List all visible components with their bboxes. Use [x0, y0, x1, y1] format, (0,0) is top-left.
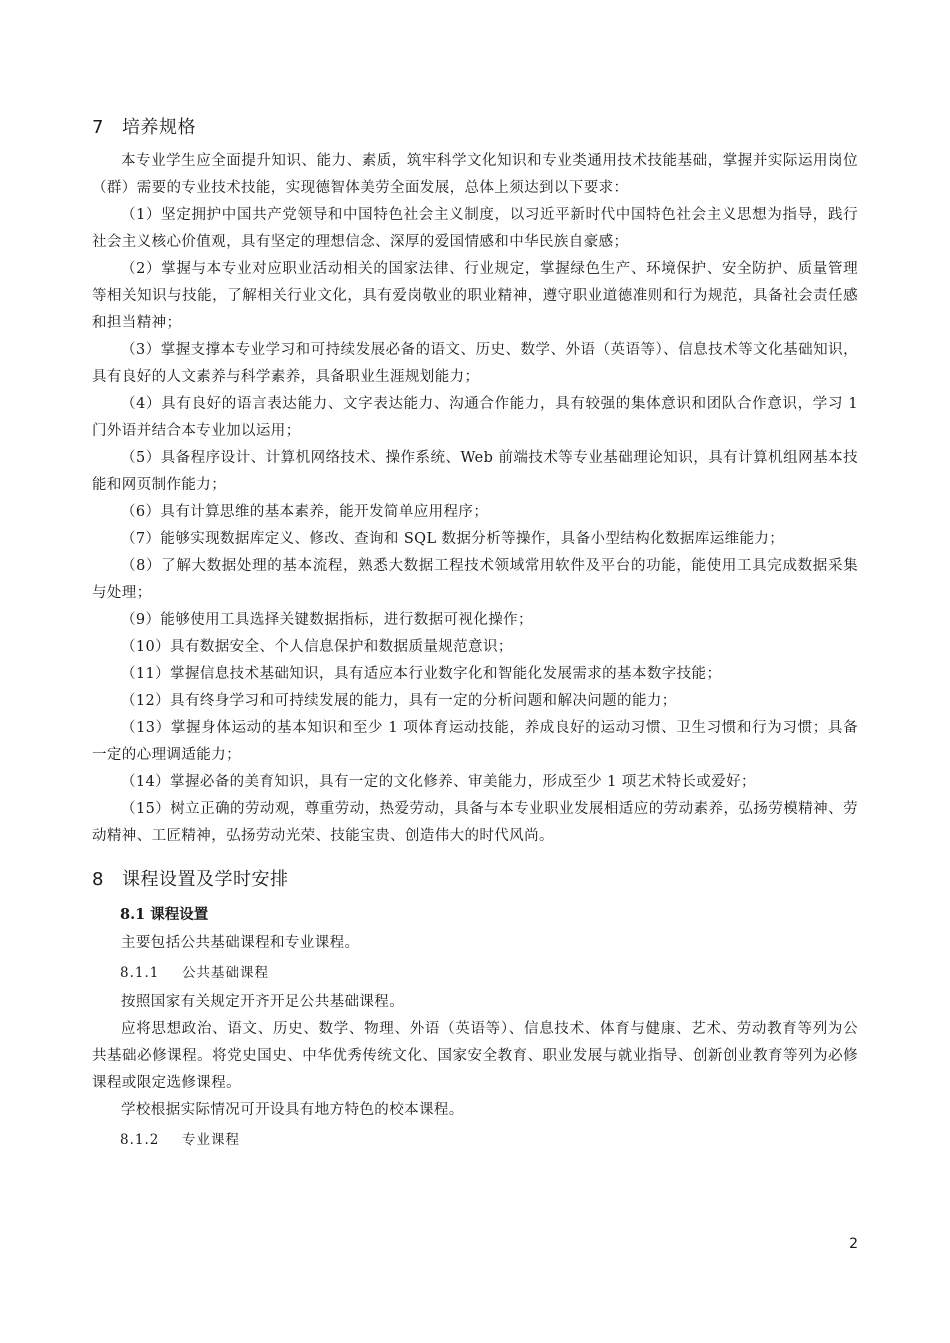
section-number: 8: [92, 869, 104, 890]
subsection-number: 8.1.1: [120, 965, 160, 981]
subsection-8-1-intro: 主要包括公共基础课程和专业课程。: [121, 935, 360, 951]
requirement-item: （3）掌握支撑本专业学习和可持续发展必备的语文、历史、数学、外语（英语等）、信息技术等文化基础知识，具有良好的人文素养与科学素养，具备职业生涯规划能力；: [92, 342, 858, 385]
requirement-item: （14）掌握必备的美育知识，具有一定的文化修养、审美能力，形成至少 1 项艺术特长或爱好；: [121, 774, 756, 790]
requirement-item: （9）能够使用工具选择关键数据指标，进行数据可视化操作；: [121, 612, 533, 628]
subsection-title: 公共基础课程: [182, 965, 269, 981]
page-number: 2: [849, 1236, 858, 1252]
section-title: 培养规格: [122, 117, 196, 138]
requirement-item: （15）树立正确的劳动观，尊重劳动，热爱劳动，具备与本专业职业发展相适应的劳动素养，弘扬劳模精神、劳动精神、工匠精神，弘扬劳动光荣、技能宝贵、创造伟大的时代风尚。: [92, 801, 858, 844]
requirement-item: （10）具有数据安全、个人信息保护和数据质量规范意识；: [121, 639, 513, 655]
requirement-item: （7）能够实现数据库定义、修改、查询和 SQL 数据分析等操作，具备小型结构化数据库运维能力；: [121, 531, 785, 547]
subsection-8-1-2-heading: [92, 1124, 858, 1156]
paragraph: 学校根据实际情况可开设具有地方特色的校本课程。: [121, 1102, 464, 1118]
requirement-item: （12）具有终身学习和可持续发展的能力，具有一定的分析问题和解决问题的能力；: [121, 693, 677, 709]
subsection-number: 8.1.2: [120, 1132, 160, 1148]
page-content: [92, 114, 858, 1156]
section-7-heading: [92, 114, 858, 142]
requirement-item: （1）坚定拥护中国共产党领导和中国特色社会主义制度，以习近平新时代中国特色社会主义思想为指导，践行社会主义核心价值观，具有坚定的理想信念、深厚的爱国情感和中华民族自豪感；: [92, 207, 858, 250]
paragraph: 按照国家有关规定开齐开足公共基础课程。: [121, 994, 405, 1010]
section-7-intro: 本专业学生应全面提升知识、能力、素质，筑牢科学文化知识和专业类通用技术技能基础，掌握并实际运用岗位（群）需要的专业技术技能，实现德智体美劳全面发展，总体上须达到以下要求：: [92, 153, 858, 196]
section-8-heading: [92, 866, 858, 894]
paragraph: 应将思想政治、语文、历史、数学、物理、外语（英语等）、信息技术、体育与健康、艺术、劳动教育等列为公共基础必修课程。将党史国史、中华优秀传统文化、国家安全教育、职业发展与就业指导、创新创业教育等列为必修课程或限定选修课程。: [92, 1021, 858, 1091]
subsection-8-1-heading: 8.1 课程设置: [120, 906, 209, 923]
requirement-item: （8）了解大数据处理的基本流程，熟悉大数据工程技术领域常用软件及平台的功能，能使用工具完成数据采集与处理；: [92, 558, 858, 601]
section-title: 课程设置及学时安排: [122, 869, 289, 890]
subsection-8-1-1-heading: [92, 957, 858, 989]
requirement-item: （4）具有良好的语言表达能力、文字表达能力、沟通合作能力，具有较强的集体意识和团队合作意识，学习 1 门外语并结合本专业加以运用；: [92, 396, 858, 439]
requirement-item: （13）掌握身体运动的基本知识和至少 1 项体育运动技能，养成良好的运动习惯、卫生习惯和行为习惯；具备一定的心理调适能力；: [92, 720, 858, 763]
subsection-title: 专业课程: [182, 1132, 240, 1148]
section-number: 7: [92, 117, 104, 138]
requirement-item: （11）掌握信息技术基础知识，具有适应本行业数字化和智能化发展需求的基本数字技能；: [121, 666, 722, 682]
requirement-item: （2）掌握与本专业对应职业活动相关的国家法律、行业规定，掌握绿色生产、环境保护、安全防护、质量管理等相关知识与技能，了解相关行业文化，具有爱岗敬业的职业精神，遵守职业道德准则和行为规范，具备社会责任感和担当精神；: [92, 261, 858, 331]
requirement-item: （5）具备程序设计、计算机网络技术、操作系统、Web 前端技术等专业基础理论知识，具有计算机组网基本技能和网页制作能力；: [92, 450, 858, 493]
requirement-item: （6）具有计算思维的基本素养，能开发简单应用程序；: [121, 504, 489, 520]
